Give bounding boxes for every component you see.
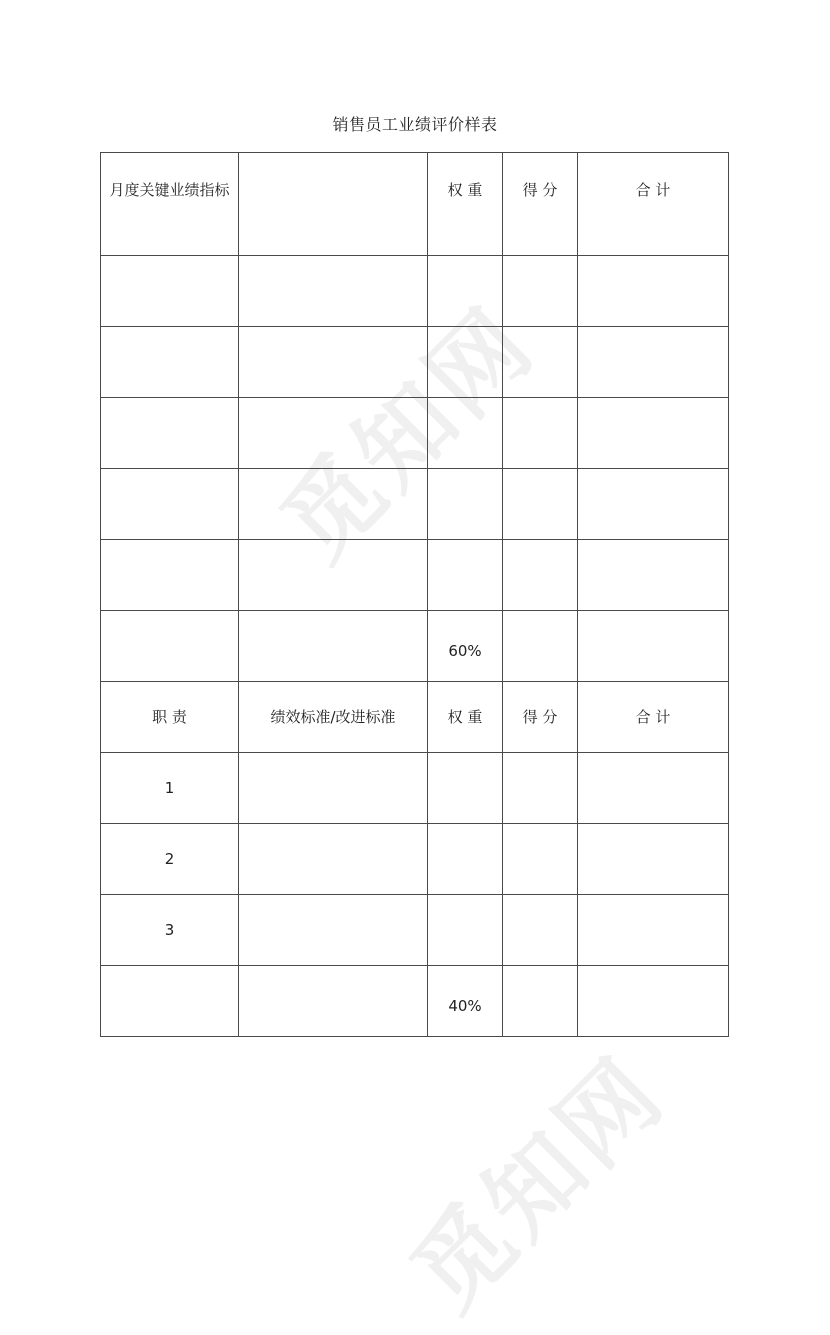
table-cell[interactable]: [428, 469, 503, 540]
table-cell[interactable]: [428, 753, 503, 824]
table-cell[interactable]: [503, 256, 578, 327]
total-header-cell: 合 计: [578, 682, 729, 753]
table-cell[interactable]: [239, 611, 428, 682]
table-cell[interactable]: [578, 540, 729, 611]
table-cell[interactable]: [428, 895, 503, 966]
score-header-cell: 得 分: [503, 682, 578, 753]
table-cell[interactable]: [578, 398, 729, 469]
table-cell[interactable]: [239, 398, 428, 469]
kpi-row: [101, 256, 729, 327]
table-cell[interactable]: [101, 611, 239, 682]
watermark: 觅知网: [260, 286, 557, 582]
table-cell[interactable]: [428, 327, 503, 398]
table-cell[interactable]: [239, 753, 428, 824]
table-cell[interactable]: [578, 256, 729, 327]
weight-header-cell: 权 重: [428, 153, 503, 256]
duty-row: [101, 824, 729, 895]
duty-weight-subtotal: 40%: [428, 966, 503, 1037]
table-cell[interactable]: [101, 327, 239, 398]
table-cell[interactable]: [239, 966, 428, 1037]
table-cell[interactable]: [239, 256, 428, 327]
table-cell[interactable]: [428, 256, 503, 327]
table-cell[interactable]: [578, 753, 729, 824]
table-cell[interactable]: [428, 540, 503, 611]
table-cell[interactable]: [101, 469, 239, 540]
kpi-row: [101, 540, 729, 611]
table-cell[interactable]: [428, 398, 503, 469]
table-cell[interactable]: [101, 256, 239, 327]
page-title: 销售员工业绩评价样表: [332, 115, 498, 134]
table-cell[interactable]: [503, 540, 578, 611]
table-cell[interactable]: [239, 824, 428, 895]
table-cell[interactable]: [503, 895, 578, 966]
table-cell[interactable]: [503, 469, 578, 540]
duty-number: 1: [101, 753, 239, 824]
kpi-weight-subtotal: 60%: [428, 611, 503, 682]
duty-header-row: [101, 682, 729, 753]
table-cell[interactable]: [239, 469, 428, 540]
standard-header-cell: 绩效标准/改进标准: [239, 682, 428, 753]
duty-row: [101, 753, 729, 824]
table-cell[interactable]: [578, 966, 729, 1037]
total-header-cell: 合 计: [578, 153, 729, 256]
kpi-header-cell: 月度关键业绩指标: [101, 153, 239, 256]
watermark-lower: 觅知网: [390, 1036, 687, 1332]
table-cell[interactable]: [239, 540, 428, 611]
kpi-row: [101, 398, 729, 469]
duty-number: 3: [101, 895, 239, 966]
weight-header-cell: 权 重: [428, 682, 503, 753]
kpi-header-row: [101, 153, 729, 256]
evaluation-table: [100, 152, 729, 1037]
table-cell[interactable]: [101, 966, 239, 1037]
table-cell[interactable]: [101, 540, 239, 611]
kpi-subtotal-row: [101, 611, 729, 682]
table-cell[interactable]: [503, 753, 578, 824]
kpi-row: [101, 327, 729, 398]
duty-number: 2: [101, 824, 239, 895]
table-cell[interactable]: [578, 611, 729, 682]
table-cell[interactable]: [578, 327, 729, 398]
kpi-detail-header-cell: [239, 153, 428, 256]
table-cell[interactable]: [239, 895, 428, 966]
duty-subtotal-row: [101, 966, 729, 1037]
score-header-cell: 得 分: [503, 153, 578, 256]
table-cell[interactable]: [503, 824, 578, 895]
table-cell[interactable]: [578, 895, 729, 966]
table-cell[interactable]: [578, 469, 729, 540]
table-cell[interactable]: [503, 966, 578, 1037]
duty-row: [101, 895, 729, 966]
table-cell[interactable]: [503, 398, 578, 469]
table-cell[interactable]: [503, 327, 578, 398]
table-cell[interactable]: [239, 327, 428, 398]
table-cell[interactable]: [428, 824, 503, 895]
table-cell[interactable]: [578, 824, 729, 895]
table-cell[interactable]: [503, 611, 578, 682]
duty-header-cell: 职 责: [101, 682, 239, 753]
kpi-row: [101, 469, 729, 540]
table-cell[interactable]: [101, 398, 239, 469]
